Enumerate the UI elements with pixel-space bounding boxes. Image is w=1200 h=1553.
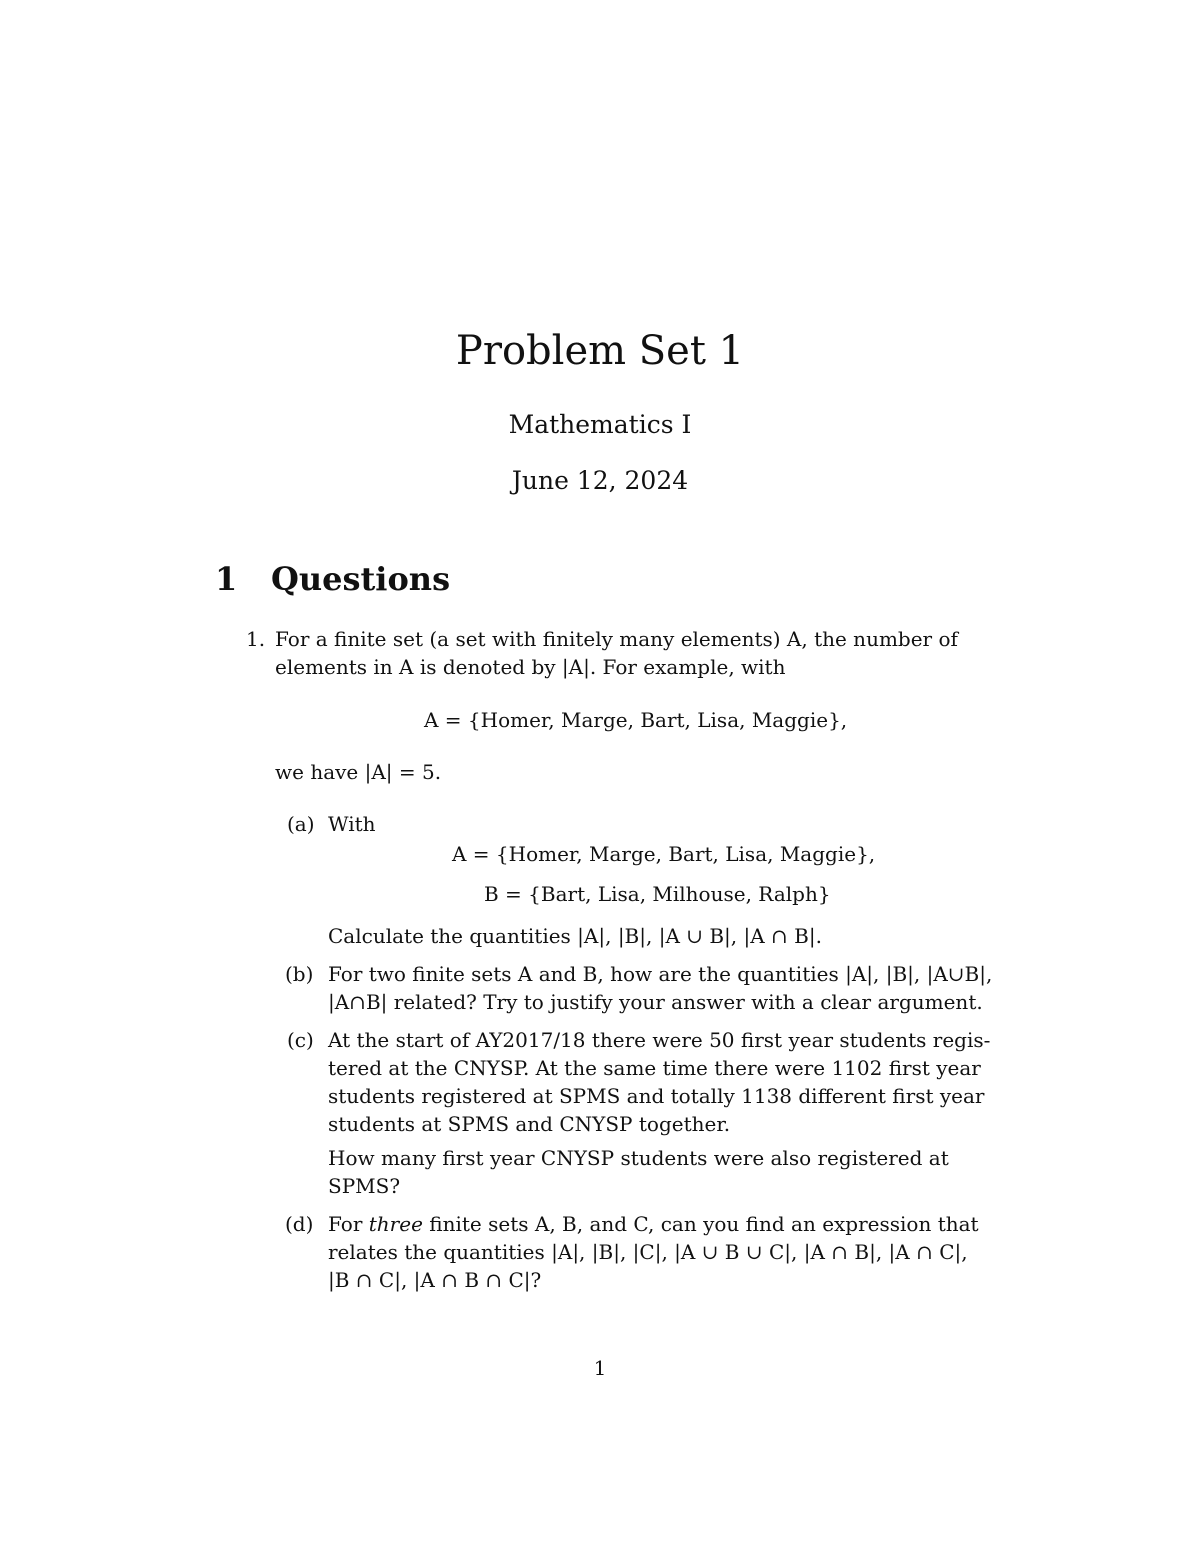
part-c-line-3: students registered at SPMS and totally 1138 different first year — [328, 1084, 985, 1108]
part-c-line-6: SPMS? — [328, 1174, 401, 1198]
part-b-label: (b) — [285, 962, 314, 986]
question-number: 1. — [246, 627, 266, 651]
part-d-label: (d) — [285, 1212, 314, 1236]
part-d-line-1-pre: For — [328, 1212, 369, 1236]
question-1-line-2: elements in A is denoted by |A|. For example, with — [275, 655, 786, 679]
document-title: Problem Set 1 — [455, 328, 745, 374]
section-heading — [215, 560, 450, 598]
part-b-line-2: |A∩B| related? Try to justify your answer with a clear argument. — [328, 990, 983, 1014]
question-1-line-1: For a finite set (a set with finitely many elements) A, the number of — [275, 627, 958, 651]
part-a-label: (a) — [287, 812, 315, 836]
part-b-line-1: For two finite sets A and B, how are the quantities |A|, |B|, |A∪B|, — [328, 962, 993, 986]
page-number: 1 — [593, 1356, 607, 1380]
section-number: 1 — [215, 560, 238, 598]
part-c-line-1: At the start of AY2017/18 there were 50 first year students regis- — [328, 1028, 991, 1052]
part-d-emphasis: three — [368, 1212, 423, 1236]
part-c-line-4: students at SPMS and CNYSP together. — [328, 1112, 731, 1136]
document-subtitle: Mathematics I — [508, 410, 692, 439]
part-a-equation-b: B = {Bart, Lisa, Milhouse, Ralph} — [484, 882, 831, 906]
part-c-line-5: How many first year CNYSP students were also registered at — [328, 1146, 949, 1170]
part-a-text: With — [328, 812, 376, 836]
part-c-label: (c) — [287, 1028, 314, 1052]
part-d-line-1 — [328, 1212, 979, 1236]
section-title: Questions — [271, 560, 451, 598]
part-d-line-1-post: finite sets A, B, and C, can you find an expression that — [422, 1212, 979, 1236]
example-equation: A = {Homer, Marge, Bart, Lisa, Maggie}, — [424, 708, 848, 732]
document-date: June 12, 2024 — [511, 466, 689, 495]
part-d-line-3: |B ∩ C|, |A ∩ B ∩ C|? — [328, 1268, 542, 1292]
part-c-line-2: tered at the CNYSP. At the same time there were 1102 first year — [328, 1056, 981, 1080]
question-1-line-3: we have |A| = 5. — [275, 760, 442, 784]
part-a-calc: Calculate the quantities |A|, |B|, |A ∪ B|, |A ∩ B|. — [328, 924, 822, 948]
part-d-line-2: relates the quantities |A|, |B|, |C|, |A ∪ B ∪ C|, |A ∩ B|, |A ∩ C|, — [328, 1240, 968, 1264]
part-a-equation-a: A = {Homer, Marge, Bart, Lisa, Maggie}, — [452, 842, 876, 866]
